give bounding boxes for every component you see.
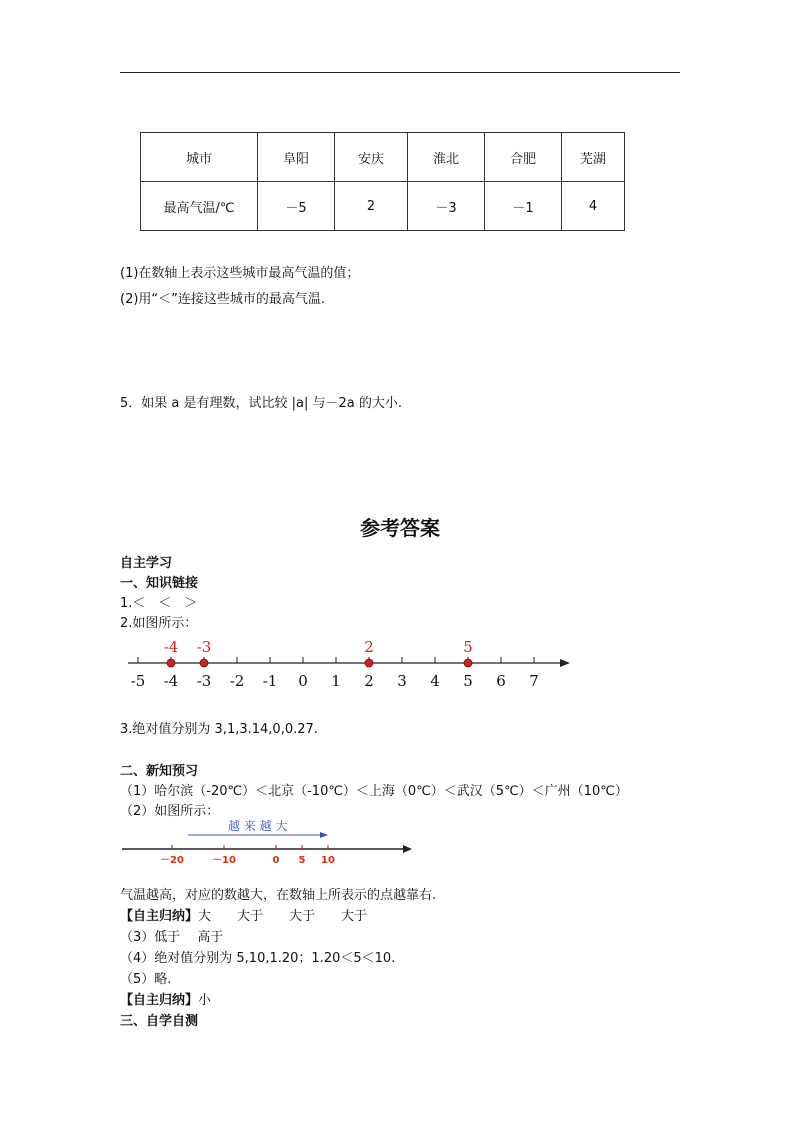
tick-label: -2 <box>229 672 245 690</box>
tick-label: 2 <box>364 672 374 690</box>
tick-label: －10 <box>212 855 236 866</box>
table-cell: 2 <box>335 182 408 231</box>
axis-arrow <box>403 845 412 853</box>
tick-label: 1 <box>331 672 341 690</box>
point-label: 2 <box>364 638 374 656</box>
summary-tag: 【自主归纳】 <box>120 993 199 1008</box>
tick-label: 0 <box>272 855 280 866</box>
point-label: 5 <box>463 638 473 656</box>
answer-title: 参考答案 <box>360 516 440 540</box>
summary-tag: 【自主归纳】 <box>120 909 199 924</box>
table-cell: －1 <box>485 182 562 231</box>
table-cell: 安庆 <box>335 133 408 182</box>
data-point <box>200 659 208 667</box>
summary-text: 大 大于 大于 大于 <box>198 909 368 924</box>
q5-text: 5．如果 a 是有理数，试比较 |a| 与－2a 的大小. <box>120 396 402 411</box>
tick-label: －20 <box>160 855 184 866</box>
table-cell: 城市 <box>141 133 258 182</box>
tick-label: 6 <box>496 672 506 690</box>
tick-label: -4 <box>163 672 179 690</box>
tick-label: 3 <box>397 672 407 690</box>
tick-label: -5 <box>130 672 146 690</box>
data-point <box>167 659 175 667</box>
table-cell: 合肥 <box>485 133 562 182</box>
trend-label: 越 来 越 大 <box>228 819 288 833</box>
data-point <box>365 659 373 667</box>
subsection-selftest: 三、自学自测 <box>120 1014 199 1029</box>
tick-label: -1 <box>262 672 278 690</box>
summary-line-2 <box>120 989 211 1008</box>
tick-label: 7 <box>529 672 539 690</box>
preview-4: （4）绝对值分别为 5,10,1.20；1.20＜5＜10. <box>120 951 396 966</box>
summary-text: 小 <box>198 993 212 1008</box>
table-cell: 4 <box>562 182 625 231</box>
answer-3: 3.绝对值分别为 3,1,3.14,0,0.27. <box>120 722 318 737</box>
summary-line-1 <box>120 905 367 924</box>
preview-3: （3）低于 高于 <box>120 930 224 945</box>
table-cell: 淮北 <box>408 133 485 182</box>
answer-2: 2.如图所示： <box>120 616 198 631</box>
axis-arrow <box>560 659 570 667</box>
preview-1: （1）哈尔滨（-20℃）＜北京（-10℃）＜上海（0℃）＜武汉（5℃）＜广州（10℃） <box>120 784 628 799</box>
table-cell: 芜湖 <box>562 133 625 182</box>
table-cell: －5 <box>258 182 335 231</box>
table-cell: 阜阳 <box>258 133 335 182</box>
tick-label: 5 <box>463 672 473 690</box>
tick-label: 0 <box>298 672 308 690</box>
tick-label: 4 <box>430 672 440 690</box>
tick-label: -3 <box>196 672 212 690</box>
number-line-1 <box>128 638 570 690</box>
section-heading: 自主学习 <box>120 556 173 571</box>
trend-arrow-head <box>320 832 328 838</box>
q4-part2: (2)用“＜”连接这些城市的最高气温. <box>120 292 326 307</box>
table-cell: －3 <box>408 182 485 231</box>
tick-label: 5 <box>298 855 306 866</box>
number-line-2 <box>122 818 412 866</box>
q4-part1: (1)在数轴上表示这些城市最高气温的值； <box>120 266 360 281</box>
data-point <box>464 659 472 667</box>
table-cell: 最高气温/℃ <box>141 182 258 231</box>
point-label: -3 <box>196 638 212 656</box>
preview-5: （5）略. <box>120 972 172 987</box>
subsection-knowledge: 一、知识链接 <box>120 576 199 591</box>
subsection-preview: 二、新知预习 <box>120 764 199 779</box>
preview-conclusion: 气温越高，对应的数越大，在数轴上所表示的点越靠右. <box>120 888 437 903</box>
point-label: -4 <box>163 638 179 656</box>
answer-1: 1.＜ ＜ ＞ <box>120 596 198 611</box>
tick-label: 10 <box>321 855 335 866</box>
preview-2: （2）如图所示： <box>120 804 220 819</box>
